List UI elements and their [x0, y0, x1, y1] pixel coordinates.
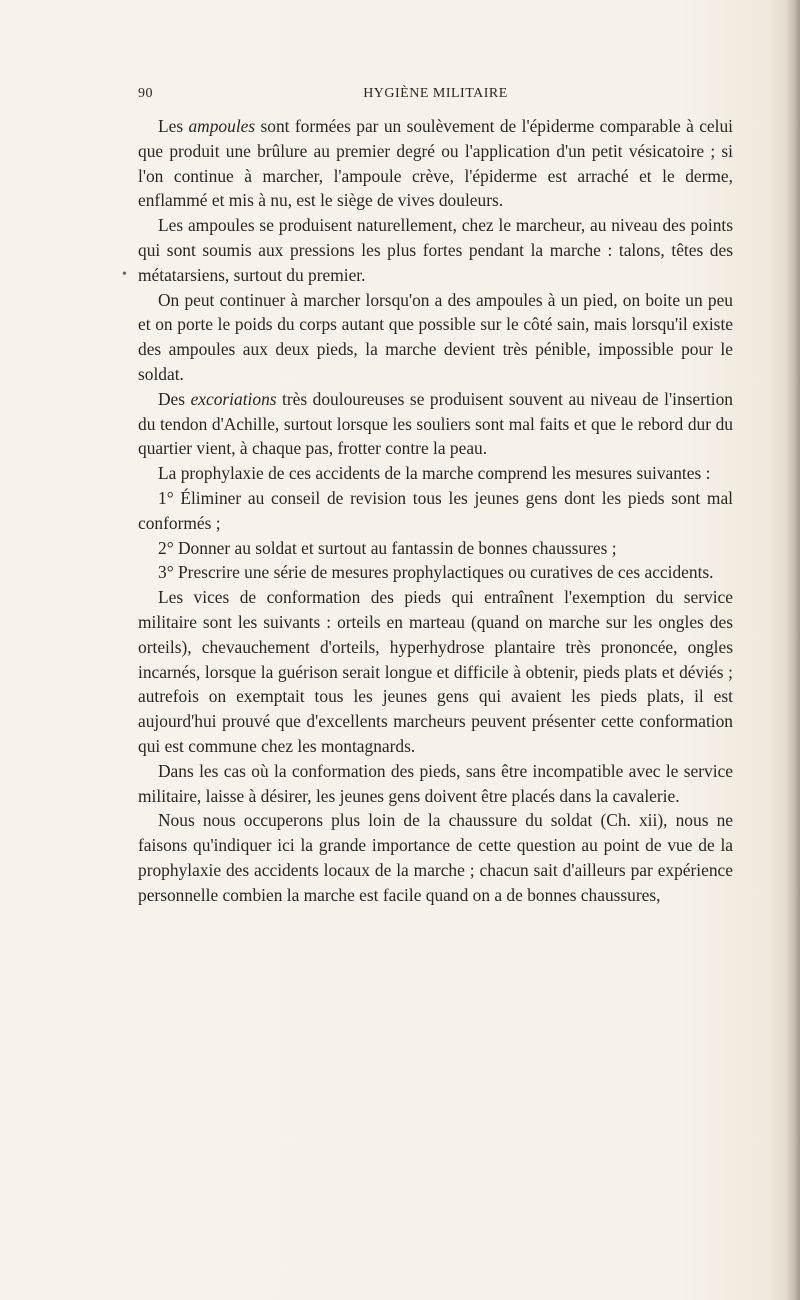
- list-item: [138, 536, 733, 561]
- paragraph: [138, 288, 733, 387]
- list-item: [138, 486, 733, 536]
- paragraph: [138, 213, 733, 287]
- emphasis-term: ampoules: [188, 116, 256, 136]
- paragraph-text: très douloureuses se produisent souvent au niveau de l'insertion du tendon d'Achille, surtout lorsque les souliers sont mal faits et que le rebord dur du quartier vient, à chaque pas, frotter contre la peau.: [138, 388, 733, 459]
- paragraph-text: Nous nous occuperons plus loin de la chaussure du soldat (Ch. xii), nous ne faisons qu'indiquer ici la grande importance de cette question au point de vue de la prophylaxie des accidents locaux de la marche ; chacun sait d'ailleurs par expérience personnelle combien la marche est facile quand on a de bonnes chaussures,: [138, 810, 733, 905]
- paragraph: [138, 585, 733, 759]
- paragraph: [138, 808, 733, 907]
- paragraph: [138, 759, 733, 809]
- paragraph-text: Les: [158, 116, 189, 136]
- paragraph: [138, 114, 733, 213]
- paragraph: [138, 461, 733, 486]
- paragraph-text: On peut continuer à marcher lorsqu'on a des ampoules à un pied, on boite un peu et on porte le poids du corps autant que possible sur le côté sain, mais lorsqu'il existe des ampoules aux deux pieds, la marche devient très pénible, impossible pour le soldat.: [138, 289, 733, 384]
- paragraph-text: sont formées par un soulèvement de l'épiderme comparable à celui que produit une brûlure au premier degré ou l'application d'un petit vésicatoire ; si l'on continue à marcher, l'ampoule crève, l'épiderme est arraché et le derme, enflammé et mis à nu, est le siège de vives douleurs.: [138, 116, 733, 211]
- list-item-text: 3° Prescrire une série de mesures prophylactiques ou curatives de ces accidents.: [158, 562, 714, 583]
- list-item: [138, 560, 733, 585]
- paragraph: [138, 387, 733, 461]
- paragraph-text: Des: [158, 388, 191, 409]
- paragraph-text: Dans les cas où la conformation des pieds, sans être incompatible avec le service militaire, laisse à désirer, les jeunes gens doivent être placés dans la cavalerie.: [138, 760, 733, 806]
- paragraph-text: Les ampoules se produisent naturellement, chez le marcheur, au niveau des points qui sont soumis aux pressions les plus fortes pendant la marche : talons, têtes des métatarsiens, surtout du premier.: [138, 215, 733, 285]
- paragraph-text: Les vices de conformation des pieds qui entraînent l'exemption du service militaire sont les suivants : orteils en marteau (quand on marche sur les ongles des orteils), chevauchement d'orteils, hyperhydrose plantaire très prononcée, ongles incarnés, lorsque la guérison serait longue et difficile à obtenir, pieds plats et déviés ; autrefois on exemptait tous les jeunes gens qui avaient les pieds plats, il est aujourd'hui prouvé que d'excellents marcheurs peuvent présenter cette conformation qui est commune chez les montagnards.: [138, 587, 733, 756]
- list-item-text: 1° Éliminer au conseil de revision tous les jeunes gens dont les pieds sont mal conformés ;: [138, 487, 733, 533]
- page-edge-shadow: [786, 0, 800, 1300]
- emphasis-term: excoriations: [190, 388, 277, 409]
- running-title: HYGIÈNE MILITAIRE: [363, 86, 508, 101]
- list-item-text: 2° Donner au soldat et surtout au fantassin de bonnes chaussures ;: [158, 537, 617, 558]
- stray-mark: •: [122, 267, 127, 282]
- body-text: [138, 114, 733, 908]
- page-number: 90: [138, 86, 153, 101]
- paragraph-text: La prophylaxie de ces accidents de la marche comprend les mesures suivantes :: [158, 463, 711, 484]
- page-header: [138, 86, 733, 110]
